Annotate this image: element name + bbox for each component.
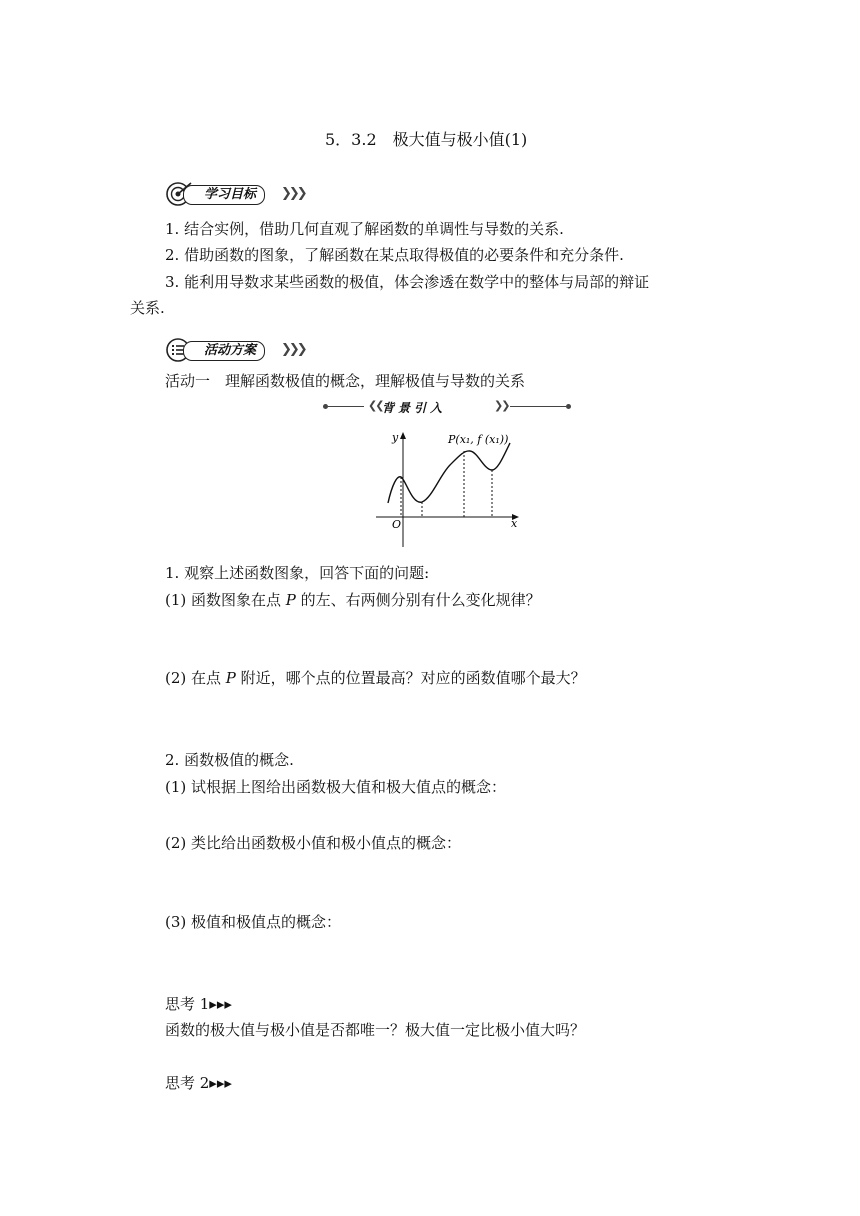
chevron-right-icon: ❯❯: [494, 399, 509, 412]
think-question: 函数的极大值与极小值是否都唯一？极大值一定比极小值大吗？: [165, 1021, 586, 1039]
question-text: 的左、右两侧分别有什么变化规律？: [295, 591, 541, 609]
chevron-right-icon: ❯❯❯: [281, 186, 305, 201]
question-item: [165, 590, 541, 610]
question-intro: 2. 函数极值的概念.: [165, 751, 294, 769]
objective-item: 2. 借助函数的图象，了解函数在某点取得极值的必要条件和充分条件.: [165, 246, 624, 264]
x-axis-label: x: [511, 517, 518, 530]
origin-label: O: [392, 518, 402, 531]
activity-plan-badge: [165, 337, 325, 363]
objectives-badge: [165, 181, 325, 207]
question-item: (2) 类比给出函数极小值和极小值点的概念：: [165, 834, 462, 852]
objective-item: 1. 结合实例，借助几何直观了解函数的单调性与导数的关系.: [165, 220, 564, 238]
objective-item: 3. 能利用导数求某些函数的极值，体会渗透在数学中的整体与局部的辩证: [165, 273, 650, 291]
point-variable: P: [225, 669, 236, 687]
point-variable: P: [285, 591, 296, 609]
function-graph: [370, 425, 530, 550]
activity-plan-badge-label: 活动方案: [183, 341, 265, 361]
question-text: 附近，哪个点的位置最高？对应的函数值哪个最大？: [235, 669, 586, 687]
think-label: 思考 2▸▸▸: [165, 1074, 232, 1092]
think-label: 思考 1▸▸▸: [165, 995, 232, 1013]
question-text: (1) 函数图象在点: [165, 591, 286, 609]
y-axis-label: y: [392, 431, 399, 444]
chevron-left-icon: ❮❮: [368, 399, 383, 412]
banner-line: [510, 406, 566, 407]
question-item: [165, 668, 586, 688]
question-intro: 1. 观察上述函数图象，回答下面的问题:: [165, 564, 430, 582]
banner-dot: [566, 404, 571, 409]
question-item: (1) 试根据上图给出函数极大值和极大值点的概念：: [165, 778, 507, 796]
chevron-right-icon: ❯❯❯: [281, 342, 305, 357]
banner-line: [328, 406, 364, 407]
page-title: 5．3.2 极大值与极小值(1): [325, 130, 528, 149]
objective-item: 关系.: [130, 299, 165, 317]
activity-heading: 活动一 理解函数极值的概念，理解极值与导数的关系: [165, 372, 526, 390]
point-p-label: P(x₁, f (x₁)): [448, 433, 509, 446]
question-item: (3) 极值和极值点的概念：: [165, 913, 342, 931]
banner-label: 背景引入: [382, 401, 447, 415]
objectives-badge-label: 学习目标: [183, 185, 265, 205]
question-text: (2) 在点: [165, 669, 226, 687]
